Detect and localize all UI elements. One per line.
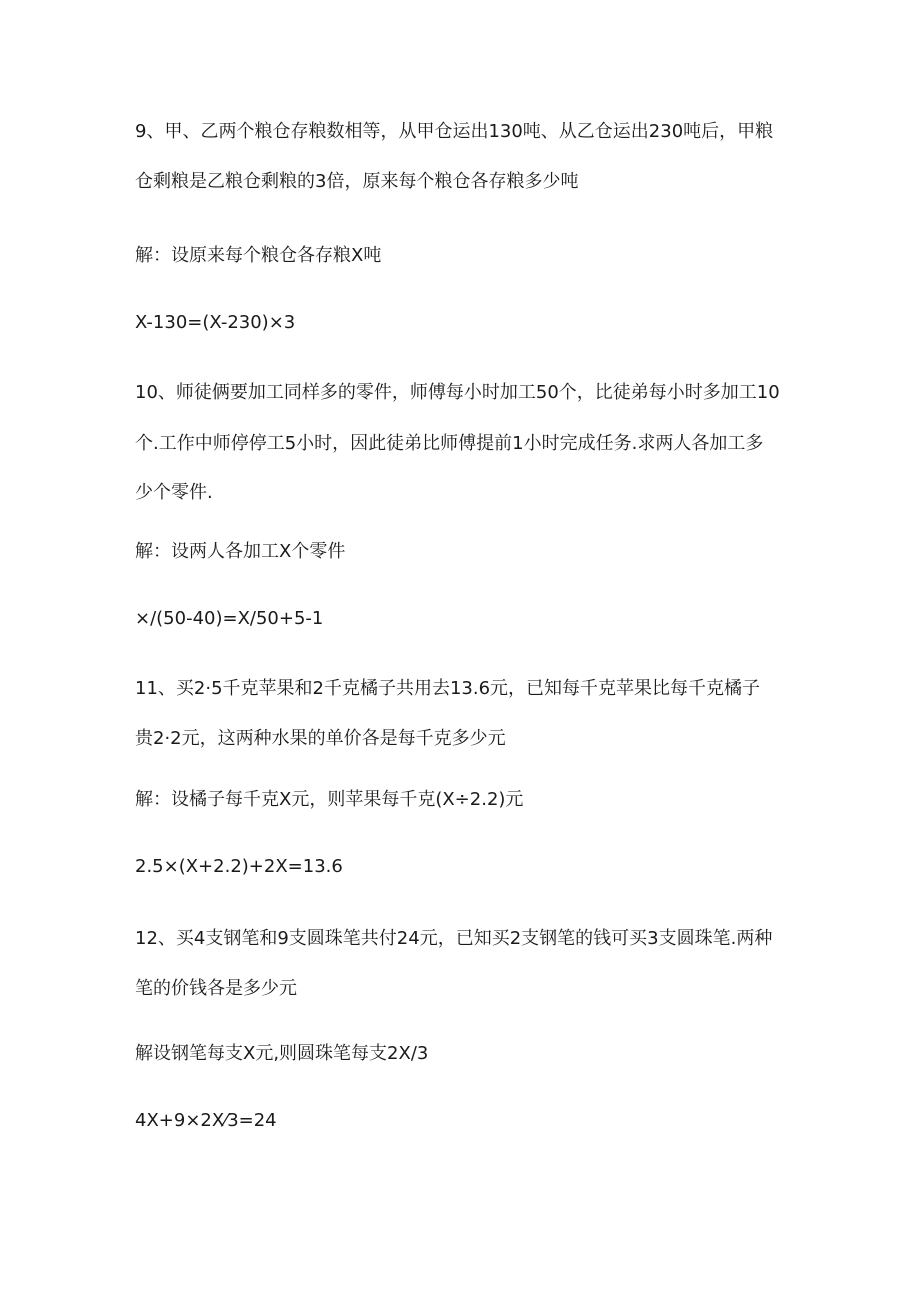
problem-10-question-line-2: 个.工作中师停停工5小时，因此徒弟比师傅提前1小时完成任务.求两人各加工多 bbox=[135, 433, 764, 454]
problem-11-question-line-1: 11、买2·5千克苹果和2千克橘子共用去13.6元，已知每千克苹果比每千克橘子 bbox=[135, 678, 761, 699]
problem-10-equation: ×/(50-40)=X/50+5-1 bbox=[135, 608, 324, 629]
problem-11-question-line-2: 贵2·2元，这两种水果的单价各是每千克多少元 bbox=[135, 728, 506, 749]
problem-12-question-line-1: 12、买4支钢笔和9支圆珠笔共付24元，已知买2支钢笔的钱可买3支圆珠笔.两种 bbox=[135, 928, 773, 949]
problem-9-solution-setup: 解：设原来每个粮仓各存粮X吨 bbox=[135, 245, 382, 266]
problem-10-solution-setup: 解：设两人各加工X个零件 bbox=[135, 541, 346, 562]
problem-11-equation: 2.5×(X+2.2)+2X=13.6 bbox=[135, 856, 343, 877]
problem-9-question-line-2: 仓剩粮是乙粮仓剩粮的3倍，原来每个粮仓各存粮多少吨 bbox=[135, 171, 579, 192]
problem-9-question-line-1: 9、甲、乙两个粮仓存粮数相等，从甲仓运出130吨、从乙仓运出230吨后，甲粮 bbox=[135, 121, 774, 142]
problem-12-solution-setup: 解设钢笔每支X元,则圆珠笔每支2X/3 bbox=[135, 1043, 429, 1064]
problem-9-equation: X-130=(X-230)×3 bbox=[135, 312, 296, 333]
problem-12-question-line-2: 笔的价钱各是多少元 bbox=[135, 978, 297, 999]
problem-11-solution-setup: 解：设橘子每千克X元，则苹果每千克(X÷2.2)元 bbox=[135, 789, 524, 810]
problem-12-equation: 4X+9×2X⁄3=24 bbox=[135, 1110, 277, 1131]
problem-10-question-line-1: 10、师徒俩要加工同样多的零件，师傅每小时加工50个，比徒弟每小时多加工10 bbox=[135, 382, 780, 403]
problem-10-question-line-3: 少个零件. bbox=[135, 482, 213, 503]
